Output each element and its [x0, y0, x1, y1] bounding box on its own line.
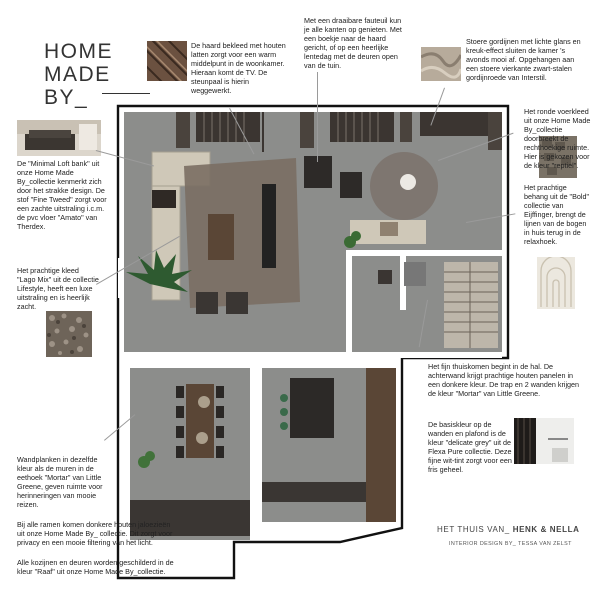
curtain-corner — [488, 112, 502, 150]
curtain-right-2 — [400, 112, 412, 142]
internal-wall — [124, 352, 502, 358]
round-table — [400, 174, 416, 190]
brand-line-1: HOME — [44, 40, 113, 63]
armchair-1 — [196, 292, 218, 314]
note-sofa: De "Minimal Loft bank" uit onze Home Made By_collectie kenmerkt zich door het strakke design. De stof "Fine Tweed" zorgt voor een zachte uitstraling i.c.m. de pvc vloer "Amato" van Therdex. — [17, 159, 107, 231]
curtain-right — [300, 112, 314, 148]
leader-armchair — [317, 72, 318, 162]
armchair-2 — [226, 292, 248, 314]
kitchen-counter — [262, 482, 366, 502]
project-title-prefix: HET THUIS VAN_ — [437, 525, 510, 534]
bar-stools — [280, 394, 288, 430]
note-armchair: Met een draaibare fauteuil kun je alle kanten op genieten. Met een boekje naar de haard gericht, of op een heerlijke lentedag met de deuren open van de tuin. — [304, 16, 402, 70]
note-rug: Het prachtige kleed "Lago Mix" uit de collectie Lifestyle, heeft een luxe uitstraling en is heerlijk zacht. — [17, 266, 99, 311]
curtain-left — [176, 112, 190, 148]
note-wallpaper: Het prachtige behang uit de "Bold" collectie van Eijffinger, brengt de lijnen van de bogen in huis terug in de relaxhoek. — [524, 183, 590, 246]
project-subtitle: INTERIOR DESIGN BY_ TESSA VAN ZELST — [449, 541, 572, 547]
note-blinds: Bij alle ramen komen donkere houten jaloezieën uit onze Home Made By_ collectie. Dit zorgt voor privacy en een mooie filtering van het licht. — [17, 520, 173, 547]
note-hall: Het fijn thuiskomen begint in de hal. De achterwand krijgt prachtige houten panelen in een donkere kleur. De trap en 2 wanden krijgen de kleur "Mortar" van Little Greene. — [428, 362, 580, 398]
coffee-table — [208, 214, 234, 260]
relax-cushion — [380, 222, 398, 236]
note-shelves: Wandplanken in dezelfde kleur als de muren in de eethoek "Mortar" van Little Greene, geven ruimte voor herinneringen van mooie reizen. — [17, 455, 103, 509]
brand-line-3: BY_ — [44, 86, 89, 109]
brand-line-2: MADE — [44, 63, 111, 86]
ottoman — [340, 172, 362, 198]
kitchen-cabinets — [366, 368, 396, 522]
hall-wall-h — [346, 250, 502, 256]
note-curtains: Stoere gordijnen met lichte glans en kreuk-effect sluiten de kamer 's avonds mooi af. Opgehangen aan een stoere vierkante zwart-stalen gordijnroede van Interstil. — [466, 37, 581, 82]
dining-table — [186, 384, 214, 458]
pendant-lamp-2 — [196, 432, 208, 444]
kitchen-island — [290, 378, 334, 438]
hall-wall-v — [346, 254, 352, 352]
side-table — [152, 190, 176, 208]
note-fireplace: De haard bekleed met houten latten zorgt voor een warm middelpunt in de woonkamer. Hieraan komt de TV. De steunpaal is hierin weggewerkt. — [191, 41, 286, 95]
pendant-lamp-1 — [198, 396, 210, 408]
project-title — [437, 525, 597, 534]
living-rug — [184, 158, 300, 308]
project-title-names: HENK & NELLA — [512, 525, 580, 534]
note-round-rug: Het ronde voerkleed uit onze Home Made By_collectie doorbreekt de rechthoekige ruimte. Hier is gekozen voor de kleur "reptiel". — [524, 107, 591, 170]
note-base-color: De basiskleur op de wanden en plafond is de kleur "delicate grey" uit de Flexa Pure collectie. Deze fijne wit-tint zorgt voor een fris geheel. — [428, 420, 512, 474]
swivel-chair — [304, 156, 332, 188]
note-frames: Alle kozijnen en deuren worden geschilderd in de kleur "Raaf" uit onze Home Made By_collectie. — [17, 558, 174, 576]
fireplace-unit — [262, 184, 276, 268]
